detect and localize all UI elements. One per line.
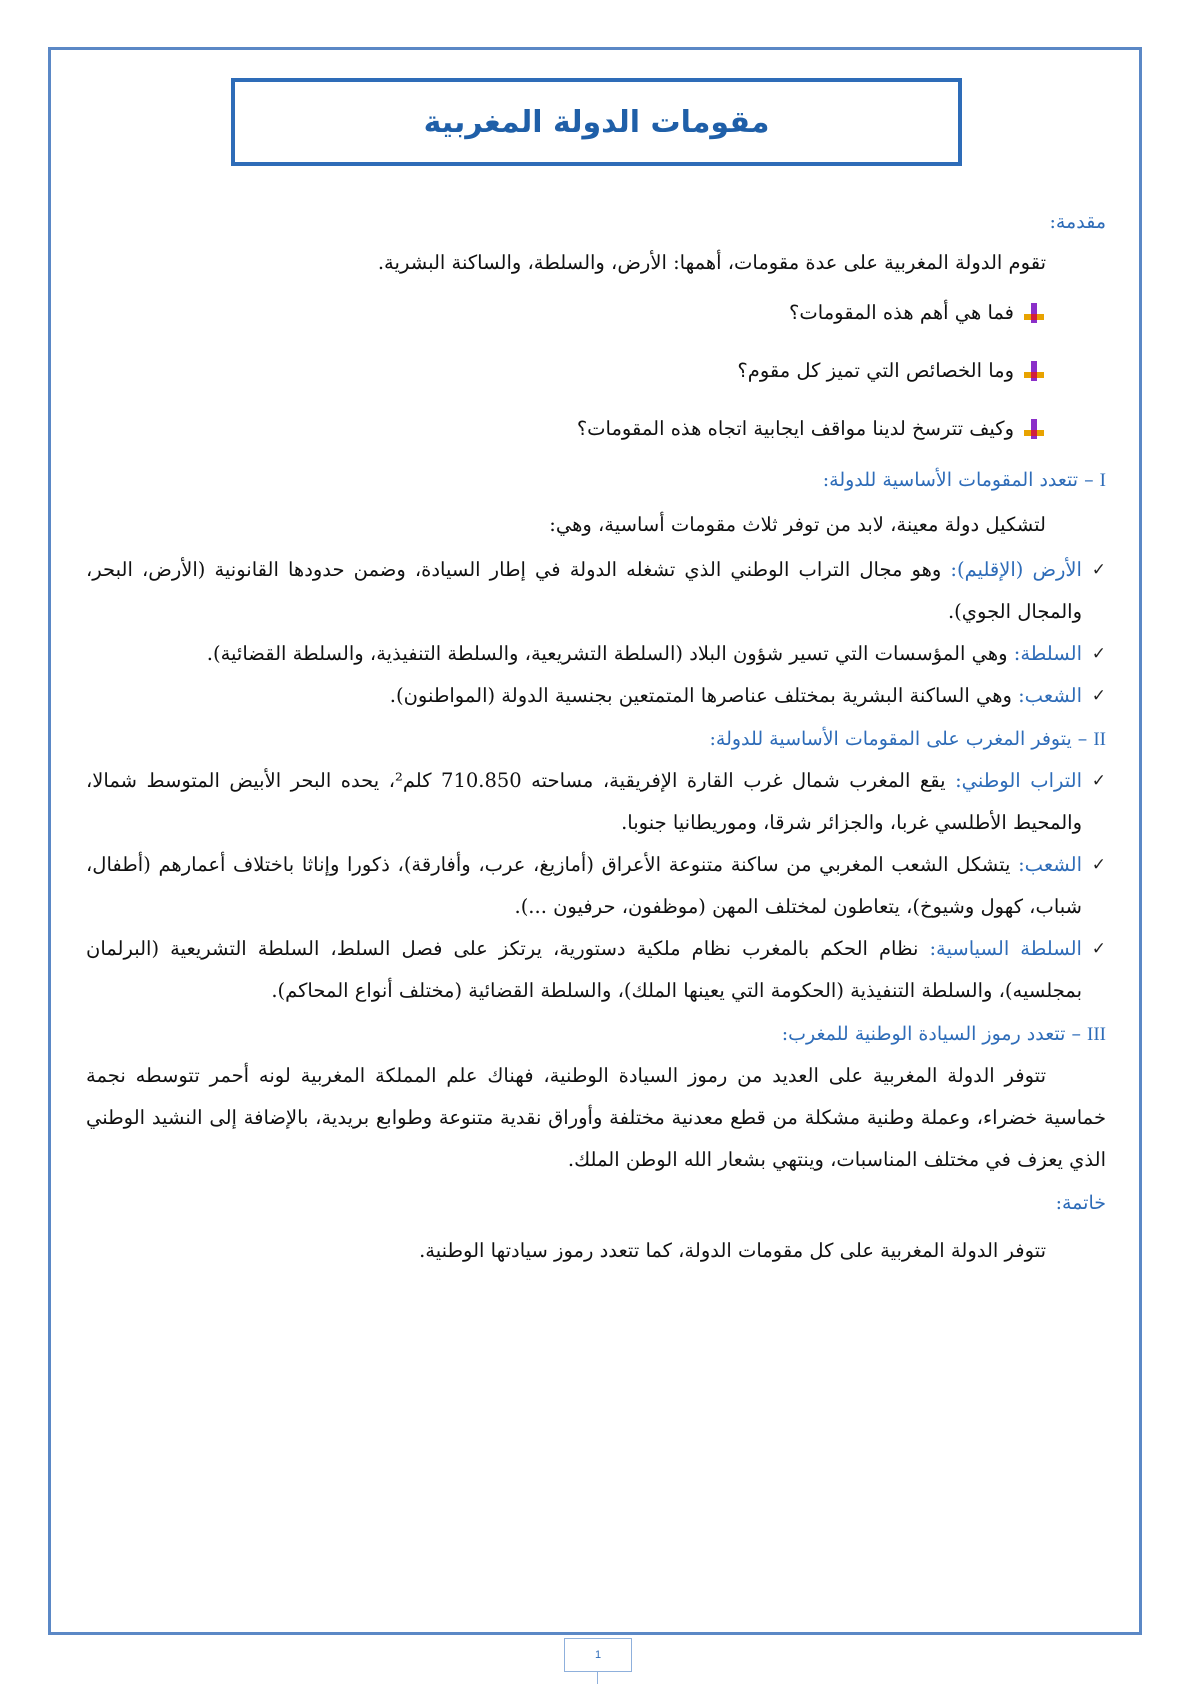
arrow-bullet-icon bbox=[1022, 302, 1044, 324]
question-item bbox=[86, 342, 1106, 400]
section-numeral: I bbox=[1099, 470, 1106, 491]
item-text: نظام الحكم بالمغرب نظام ملكية دستورية، يرتكز على فصل السلط، السلطة التشريعية (البرلمان بمجلسيه)، والسلطة التنفيذية (الحكومة التي يعينها الملك)، والسلطة القضائية (مختلف أنواع المحاكم). bbox=[86, 937, 1082, 1002]
question-item bbox=[86, 400, 1106, 458]
question-text: وما الخصائص التي تميز كل مقوم؟ bbox=[737, 359, 1014, 382]
section-numeral: II bbox=[1093, 729, 1106, 750]
intro-heading: مقدمة: bbox=[1049, 211, 1106, 233]
item-text: وهي الساكنة البشرية بمختلف عناصرها المتمتعين بجنسية الدولة (المواطنون). bbox=[389, 684, 1019, 707]
question-text: وكيف تترسخ لدينا مواقف ايجابية اتجاه هذه المقومات؟ bbox=[576, 417, 1014, 440]
section-paragraph: تتوفر الدولة المغربية على العديد من رموز السيادة الوطنية، فهناك علم المملكة المغربية لونه أحمر تتوسطه نجمة خماسية خضراء، وعملة وطنية مشكلة من قطع معدنية مختلفة وأوراق نقدية متنوعة وطوابع بريدية، بالإضافة إلى النشيد الوطني الذي يعزف في مختلف المناسبات، وينتهي بشعار الله الوطن الملك. bbox=[86, 1064, 1106, 1171]
section-intro: لتشكيل دولة معينة، لابد من توفر ثلاث مقومات أساسية، وهي: bbox=[549, 513, 1046, 536]
checkmark-icon: ✓ bbox=[1091, 855, 1106, 875]
document-body bbox=[86, 200, 1106, 1279]
question-item bbox=[86, 284, 1106, 342]
item-term: الشعب: bbox=[1018, 684, 1082, 707]
item-text: يتشكل الشعب المغربي من ساكنة متنوعة الأعراق (أمازيغ، عرب، وأفارقة)، ذكورا وإناثا باختلاف أعمارهم (أطفال، شباب، كهول وشيوخ)، يتعاطون لمختلف المهن (موظفون، حرفيون ...). bbox=[86, 853, 1082, 918]
list-item bbox=[86, 633, 1106, 675]
item-text: وهي المؤسسات التي تسير شؤون البلاد (السلطة التشريعية، والسلطة التنفيذية، والسلطة القضائية). bbox=[206, 642, 1014, 665]
list-item bbox=[86, 844, 1106, 928]
item-term: السلطة السياسية: bbox=[929, 937, 1082, 960]
item-term: الشعب: bbox=[1018, 853, 1082, 876]
item-text: يقع المغرب شمال غرب القارة الإفريقية، مساحته 710.850 كلم²، يحده البحر الأبيض المتوسط شمالا، والمحيط الأطلسي غربا، والجزائر شرقا، وموريطانيا جنوبا. bbox=[86, 769, 1082, 834]
section-numeral: III bbox=[1087, 1024, 1106, 1045]
item-term: السلطة: bbox=[1013, 642, 1082, 665]
item-text: وهو مجال التراب الوطني الذي تشغله الدولة في إطار السيادة، وضمن حدودها القانونية (الأرض، البحر، والمجال الجوي). bbox=[86, 558, 1082, 623]
section-heading bbox=[86, 719, 1106, 760]
section-title: – تتعدد رموز السيادة الوطنية للمغرب: bbox=[781, 1023, 1081, 1045]
page-title: مقومات الدولة المغربية bbox=[423, 104, 770, 140]
list-item bbox=[86, 760, 1106, 844]
arrow-bullet-icon bbox=[1022, 418, 1044, 440]
list-item bbox=[86, 549, 1106, 633]
section-heading bbox=[86, 460, 1106, 501]
checkmark-icon: ✓ bbox=[1091, 560, 1106, 580]
intro-text: تقوم الدولة المغربية على عدة مقومات، أهمها: الأرض، والسلطة، والساكنة البشرية. bbox=[377, 251, 1046, 274]
arrow-bullet-icon bbox=[1022, 360, 1044, 382]
item-term: التراب الوطني: bbox=[955, 769, 1082, 792]
checkmark-icon: ✓ bbox=[1091, 686, 1106, 706]
item-term: الأرض (الإقليم): bbox=[950, 558, 1082, 581]
section-title: – تتعدد المقومات الأساسية للدولة: bbox=[822, 469, 1094, 491]
page-number-connector bbox=[597, 1671, 598, 1684]
conclusion-heading: خاتمة: bbox=[1055, 1192, 1106, 1214]
section-title: – يتوفر المغرب على المقومات الأساسية للدولة: bbox=[709, 728, 1088, 750]
list-item bbox=[86, 675, 1106, 717]
checkmark-icon: ✓ bbox=[1091, 939, 1106, 959]
checkmark-icon: ✓ bbox=[1091, 771, 1106, 791]
list-item bbox=[86, 928, 1106, 1012]
question-text: فما هي أهم هذه المقومات؟ bbox=[789, 301, 1014, 324]
section-heading bbox=[86, 1014, 1106, 1055]
checkmark-icon: ✓ bbox=[1091, 644, 1106, 664]
title-box bbox=[231, 78, 962, 166]
conclusion-text: تتوفر الدولة المغربية على كل مقومات الدولة، كما تتعدد رموز سيادتها الوطنية. bbox=[419, 1239, 1046, 1262]
page-number: 1 bbox=[564, 1638, 632, 1672]
